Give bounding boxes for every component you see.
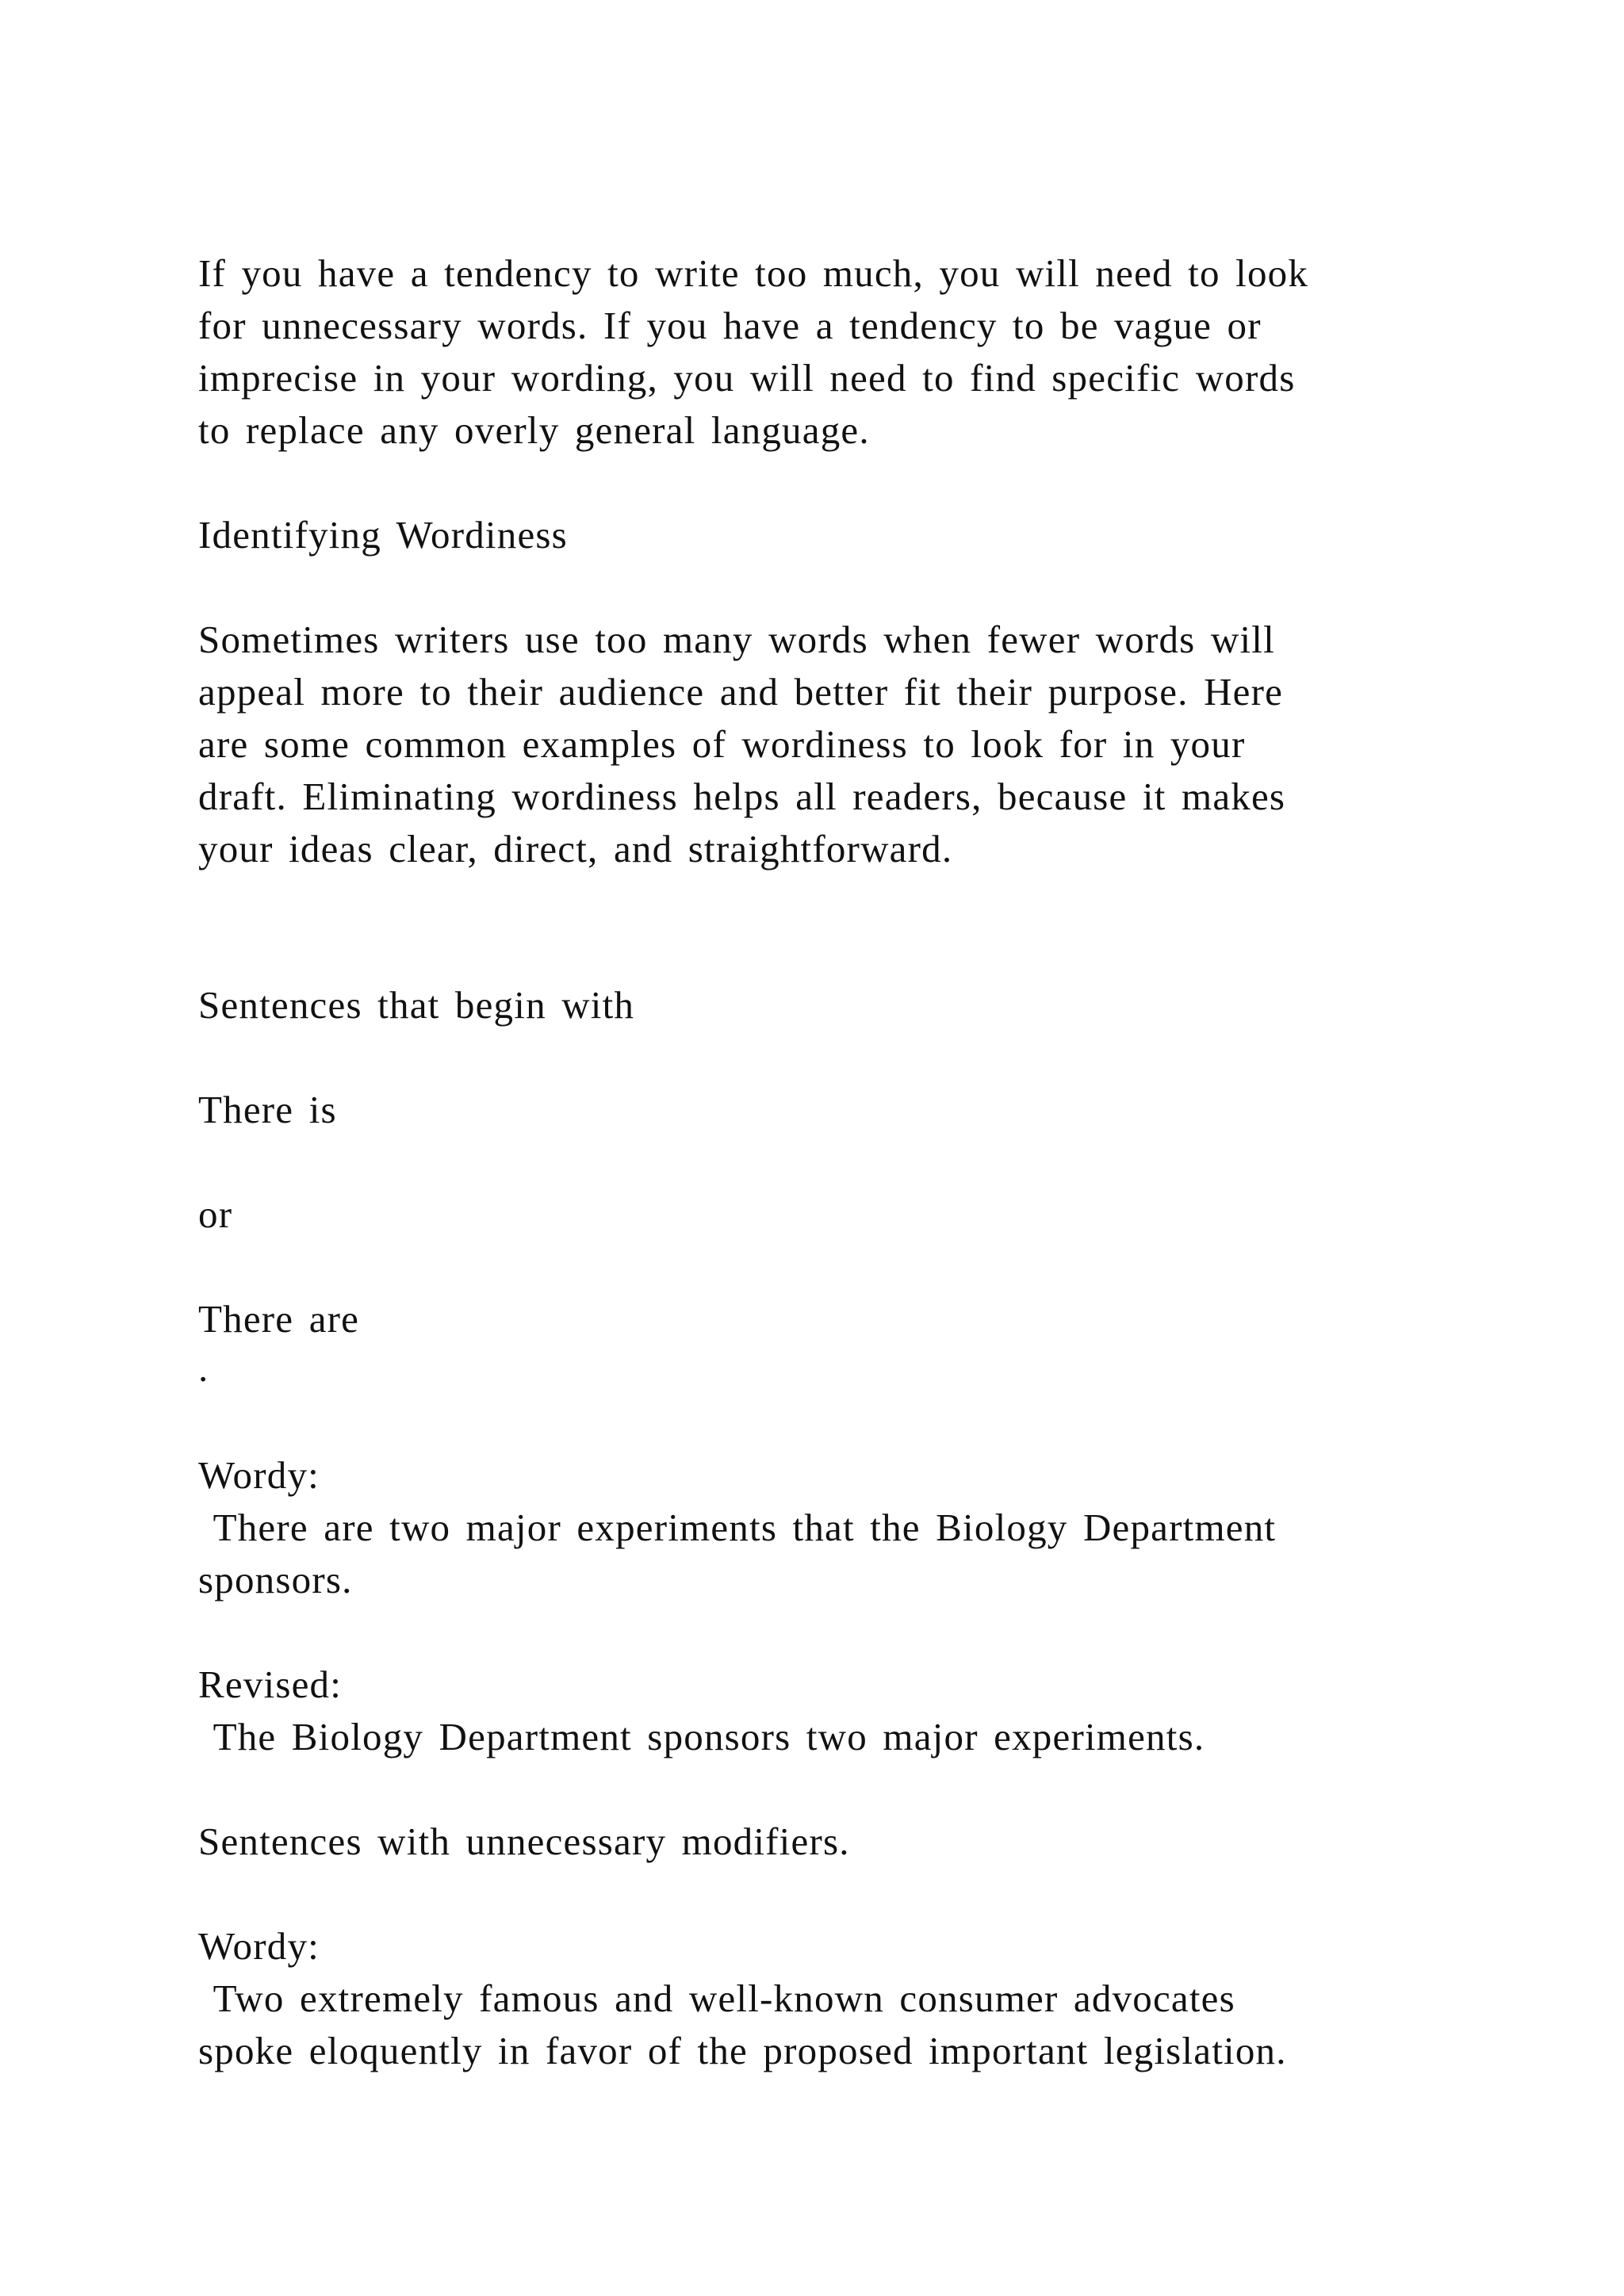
intro-paragraph-line: imprecise in your wording, you will need to find specific words (198, 356, 1296, 400)
section-heading: Identifying Wordiness (198, 513, 568, 557)
wordy-label: Wordy: (198, 1453, 320, 1497)
revised-label: Revised: (198, 1663, 343, 1706)
example-phrase: There are (198, 1297, 360, 1341)
intro-paragraph-line: If you have a tendency to write too much, you will need to look (198, 251, 1309, 295)
wordiness-paragraph-line: are some common examples of wordiness to look for in your (198, 722, 1246, 766)
revised-example: The Biology Department sponsors two major experiments. (198, 1715, 1205, 1758)
intro-paragraph-line: for unnecessary words. If you have a tendency to be vague or (198, 304, 1262, 347)
example-phrase: There is (198, 1088, 337, 1131)
sentence-end-mark: . (198, 1346, 209, 1390)
wordiness-paragraph-line: appeal more to their audience and better fit their purpose. Here (198, 670, 1284, 714)
wordy-label: Wordy: (198, 1924, 320, 1968)
wordiness-paragraph-line: draft. Eliminating wordiness helps all readers, because it makes (198, 775, 1286, 818)
example-connector: or (198, 1192, 233, 1236)
wordy-example-line: spoke eloquently in favor of the proposed important legislation. (198, 2029, 1287, 2072)
intro-paragraph-line: to replace any overly general language. (198, 408, 870, 452)
wordy-example-line: There are two major experiments that the Biology Department (198, 1506, 1277, 1549)
wordy-example-line: Two extremely famous and well-known consumer advocates (198, 1976, 1235, 2020)
wordiness-paragraph-line: Sometimes writers use too many words when fewer words will (198, 618, 1275, 661)
wordiness-paragraph-line: your ideas clear, direct, and straightforward. (198, 827, 953, 871)
wordy-example-line: sponsors. (198, 1558, 353, 1601)
example-intro: Sentences that begin with (198, 983, 635, 1027)
example-intro: Sentences with unnecessary modifiers. (198, 1820, 850, 1863)
